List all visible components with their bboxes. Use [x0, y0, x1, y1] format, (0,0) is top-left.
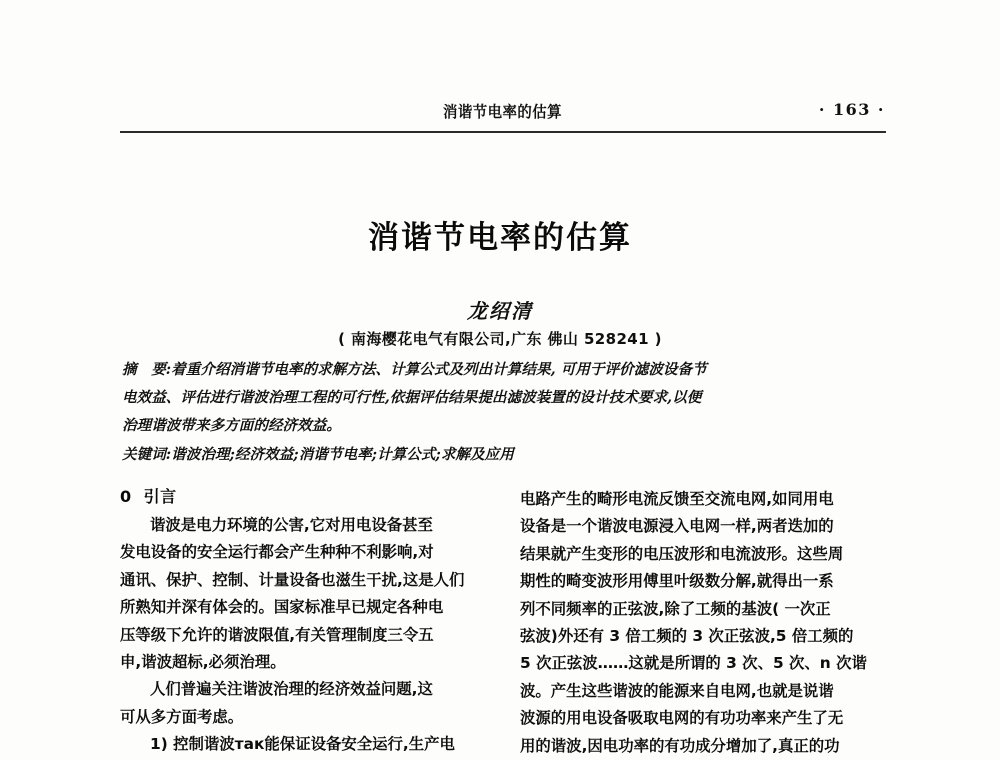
- abstract-line: 电效益、评估进行谐波治理工程的可行性,依据评估结果提出滤波装置的设计技术要求,以便: [122, 389, 702, 406]
- text-line: 谐波是电力环境的公害,它对用电设备甚至: [150, 516, 433, 534]
- text-line: 弦波)外还有 3 倍工频的 3 次正弦波,5 倍工频的: [520, 627, 854, 646]
- right-column: [520, 486, 875, 762]
- text-line: 电路产生的畸形电流反馈至交流电网,如同用电: [520, 490, 834, 508]
- text-line: 发电设备的安全运行都会产生种种不利影响,对: [120, 543, 434, 562]
- text-line: 用的谐波,因电功率的有功成分增加了,真正的功: [520, 736, 840, 755]
- article-affiliation: ( 南海樱花电气有限公司,广东 佛山 528241 ): [338, 330, 662, 348]
- paragraph: [120, 676, 475, 731]
- article-abstract: [122, 356, 884, 440]
- abstract-line: 治理谐波带来多方面的经济效益。: [122, 417, 341, 434]
- text-line: 申,谐波超标,必须治理。: [120, 653, 286, 672]
- header-rule: [120, 131, 886, 133]
- article-keywords: 关键词:谐波治理;经济效益;消谐节电率;计算公式;求解及应用: [122, 446, 514, 463]
- text-line: 通讯、保护、控制、计量设备也滋生干扰,这是人们: [120, 570, 465, 589]
- section-title: 引言: [143, 487, 177, 506]
- page-number: · 163 ·: [818, 100, 885, 119]
- body-columns: [120, 486, 886, 762]
- left-column: [120, 486, 475, 762]
- text-line: 5 次正弦波……这就是所谓的 3 次、5 次、n 次谐: [520, 654, 867, 673]
- text-line: 波。产生这些谐波的能源来自电网,也就是说谐: [520, 681, 834, 700]
- text-line: 所熟知并深有体会的。国家标准早已规定各种电: [120, 598, 444, 617]
- paragraph: [520, 486, 875, 760]
- section-heading: [120, 486, 475, 508]
- text-line: 1) 控制谐波так能保证设备安全运行,生产电: [150, 735, 455, 754]
- text-line: 设备是一个谐波电源浸入电网一样,两者迭加的: [520, 517, 834, 536]
- abstract-line: 摘 要:着重介绍消谐节电率的求解方法、计算公式及列出计算结果, 可用于评价滤波设备节: [122, 361, 707, 378]
- text-line: 波源的用电设备吸取电网的有功功率来产生了无: [520, 709, 844, 728]
- text-line: 人们普遍关注谐波治理的经济效益问题,这: [150, 680, 433, 699]
- running-head: [120, 100, 885, 126]
- running-head-title: 消谐节电率的估算: [442, 103, 563, 121]
- text-line: 压等级下允许的谐波限值,有关管理制度三令五: [120, 625, 434, 644]
- text-line: 列不同频率的正弦波,除了工频的基波( 一次正: [520, 599, 831, 618]
- paragraph: [120, 512, 475, 676]
- section-number: 0: [120, 487, 132, 506]
- text-line: 期性的畸变波形用傅里叶级数分解,就得出一系: [520, 572, 834, 591]
- article-title: 消谐节电率的估算: [368, 220, 632, 256]
- text-line: 结果就产生变形的电压波形和电流波形。这些周: [520, 544, 844, 563]
- article-author: 龙绍清: [467, 299, 533, 323]
- text-line: 可从多方面考虑。: [120, 707, 244, 726]
